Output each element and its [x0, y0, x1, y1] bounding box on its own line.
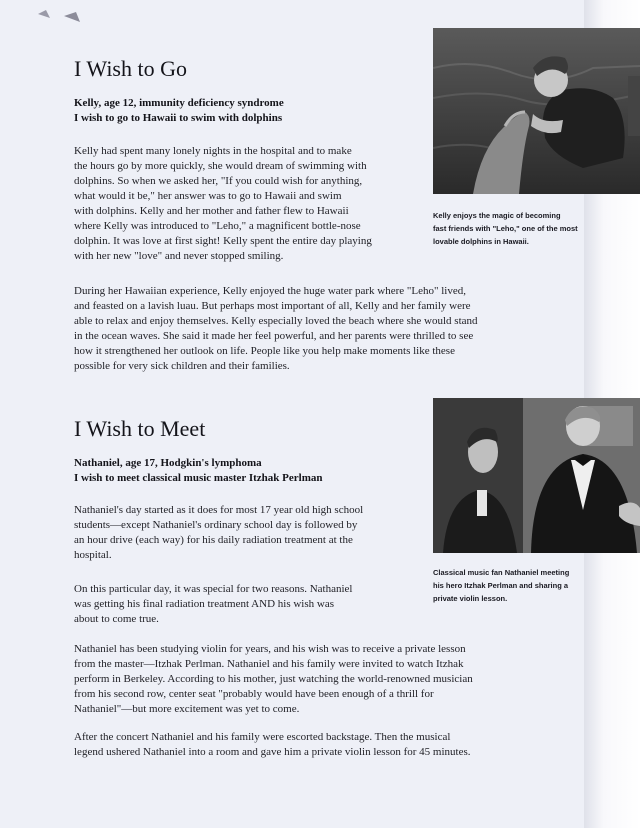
caption-line: fast friends with "Leho," one of the most [433, 224, 578, 233]
caption-line: his hero Itzhak Perlman and sharing a [433, 581, 569, 590]
text-line: in the ocean waves. She said it made her feel powerful, and her parents were thrilled to see [74, 330, 474, 342]
photo-kelly-dolphin [433, 28, 640, 194]
text-line: and feasted on a lavish luau. But perhaps most important of all, Kelly and her family were [74, 300, 471, 312]
subhead-line: I wish to meet classical music master Itzhak Perlman [74, 472, 323, 484]
caption-line: lovable dolphins in Hawaii. [433, 237, 529, 246]
text-line: the hours go by more quickly, she would dream of swimming with [74, 160, 367, 172]
section2-paragraph-2 [74, 582, 352, 627]
section1-heading: I Wish to Go [74, 56, 187, 81]
text-line: able to relax and enjoy themselves. Kelly especially loved the beach where she would stand [74, 315, 478, 327]
caption-line: private violin lesson. [433, 594, 508, 603]
text-line: dolphins. So when we asked her, "If you could wish for anything, [74, 175, 363, 187]
text-line: On this particular day, it was special for two reasons. Nathaniel [74, 583, 353, 595]
text-line: how it strengthened her outlook on life. People like you help make moments like these [74, 345, 455, 357]
corner-mark-icon [36, 6, 82, 24]
section1-subhead [74, 96, 284, 126]
text-line: hospital. [74, 549, 112, 561]
text-line: with her new "love" and never stopped smiling. [74, 250, 284, 262]
section1-paragraph-1 [74, 144, 372, 264]
text-line: Nathaniel"—but more excitement was yet to come. [74, 703, 300, 715]
text-line: After the concert Nathaniel and his family were escorted backstage. Then the musical [74, 731, 451, 743]
text-line: students—except Nathaniel's ordinary school day is followed by [74, 519, 358, 531]
subhead-line: Kelly, age 12, immunity deficiency syndrome [74, 97, 284, 109]
text-line: perform in Berkeley. According to his mother, just watching the world-renowned musician [74, 673, 473, 685]
text-line: with dolphins. Kelly and her mother and father flew to Hawaii [74, 205, 349, 217]
section2-paragraph-4 [74, 730, 471, 760]
text-line: from his second row, center seat "probably would have been enough of a thrill for [74, 688, 434, 700]
text-line: Kelly had spent many lonely nights in the hospital and to make [74, 145, 352, 157]
text-line: about to come true. [74, 613, 159, 625]
text-line: Nathaniel's day started as it does for most 17 year old high school [74, 504, 364, 516]
text-line: what would it be," her answer was to go to Hawaii and swim [74, 190, 342, 202]
text-line: legend ushered Nathaniel into a room and gave him a private violin lesson for 45 minutes. [74, 746, 471, 758]
section2-subhead [74, 456, 322, 486]
section2-paragraph-1 [74, 503, 363, 563]
text-line: dolphin. It was love at first sight! Kelly spent the entire day playing [74, 235, 372, 247]
caption-line: Kelly enjoys the magic of becoming [433, 211, 561, 220]
text-line: possible for very sick children and their families. [74, 360, 290, 372]
section2-paragraph-3 [74, 642, 473, 717]
text-line: where Kelly was introduced to "Leho," a magnificent bottle-nose [74, 220, 361, 232]
section2-heading: I Wish to Meet [74, 416, 206, 441]
subhead-line: Nathaniel, age 17, Hodgkin's lymphoma [74, 457, 262, 469]
photo-nathaniel-perlman [433, 398, 640, 553]
text-line: an hour drive (each way) for his daily radiation treatment at the [74, 534, 353, 546]
caption-nathaniel-photo [433, 566, 569, 605]
text-line: Nathaniel has been studying violin for years, and his wish was to receive a private lesson [74, 643, 466, 655]
text-line: was getting his final radiation treatment AND his wish was [74, 598, 334, 610]
subhead-line: I wish to go to Hawaii to swim with dolphins [74, 112, 283, 124]
text-line: from the master—Itzhak Perlman. Nathaniel and his family were invited to watch Itzhak [74, 658, 464, 670]
caption-line: Classical music fan Nathaniel meeting [433, 568, 570, 577]
text-line: During her Hawaiian experience, Kelly enjoyed the huge water park where "Leho" lived, [74, 285, 466, 297]
section1-paragraph-2 [74, 284, 478, 374]
caption-kelly-photo [433, 209, 578, 248]
